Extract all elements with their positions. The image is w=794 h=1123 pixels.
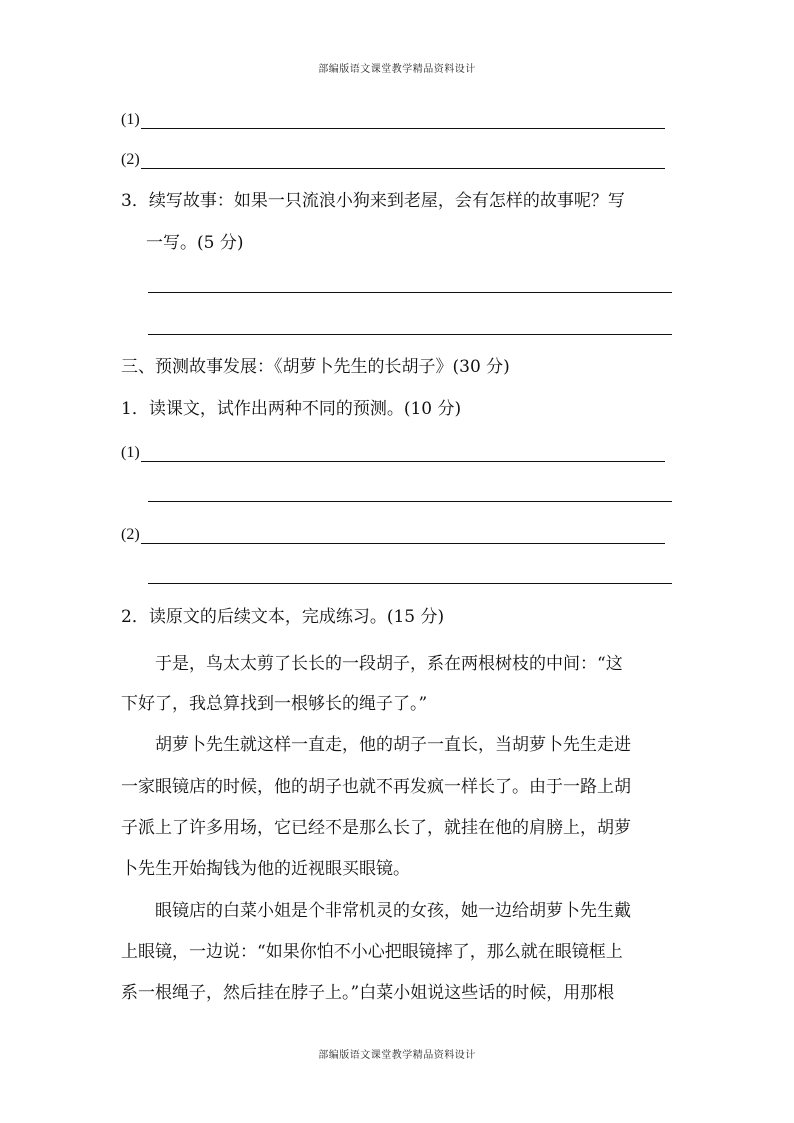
passage-line: 眼镜店的白菜小姐是个非常机灵的女孩，她一边给胡萝卜先生戴 <box>121 901 631 921</box>
passage-line: 胡萝卜先生就这样一直走，他的胡子一直长，当胡萝卜先生走进 <box>121 735 631 755</box>
passage-line: 于是，鸟太太剪了长长的一段胡子，系在两根树枝的中间：“这 <box>121 654 623 674</box>
page-footer: 部编版语文课堂教学精品资料设计 <box>318 1050 476 1061</box>
passage-line: 一家眼镜店的时候，他的胡子也就不再发疯一样长了。由于一路上胡 <box>121 777 631 797</box>
writing-line-1[interactable] <box>148 292 672 293</box>
blank-label: (2) <box>121 151 140 168</box>
answer-blank-1[interactable] <box>121 110 666 130</box>
answer-line <box>141 168 665 169</box>
answer-blank-2[interactable] <box>121 150 666 170</box>
prediction-line-1b[interactable] <box>148 501 672 502</box>
passage-line: 系一根绳子，然后挂在脖子上。”白菜小姐说这些话的时候，用那根 <box>121 983 615 1003</box>
question-3-line1: 3．续写故事：如果一只流浪小狗来到老屋，会有怎样的故事呢？写 <box>121 191 625 211</box>
section-3-question-1: 1．读课文，试作出两种不同的预测。(10 分) <box>121 399 462 419</box>
writing-line-2[interactable] <box>148 334 672 335</box>
blank-label: (1) <box>121 111 140 128</box>
answer-line <box>141 543 665 544</box>
passage-line: 子派上了许多用场，它已经不是那么长了，就挂在他的肩膀上，胡萝 <box>121 818 631 838</box>
passage-line: 卜先生开始掏钱为他的近视眼买眼镜。 <box>121 859 410 879</box>
passage-line: 上眼镜，一边说：“如果你怕不小心把眼镜摔了，那么就在眼镜框上 <box>121 942 623 962</box>
blank-label: (2) <box>121 526 140 543</box>
blank-label: (1) <box>121 444 140 461</box>
section-3-question-2: 2．读原文的后续文本，完成练习。(15 分) <box>121 607 445 627</box>
answer-line <box>141 461 665 462</box>
prediction-blank-2[interactable] <box>121 525 666 545</box>
section-3-title: 三、预测故事发展：《胡萝卜先生的长胡子》(30 分) <box>121 357 510 377</box>
passage-line: 下好了，我总算找到一根够长的绳子了。” <box>121 694 428 714</box>
prediction-blank-1[interactable] <box>121 443 666 463</box>
page-header: 部编版语文课堂教学精品资料设计 <box>318 64 476 75</box>
answer-line <box>141 128 665 129</box>
prediction-line-2b[interactable] <box>148 583 672 584</box>
question-3-line2: 一写。(5 分) <box>146 233 244 253</box>
